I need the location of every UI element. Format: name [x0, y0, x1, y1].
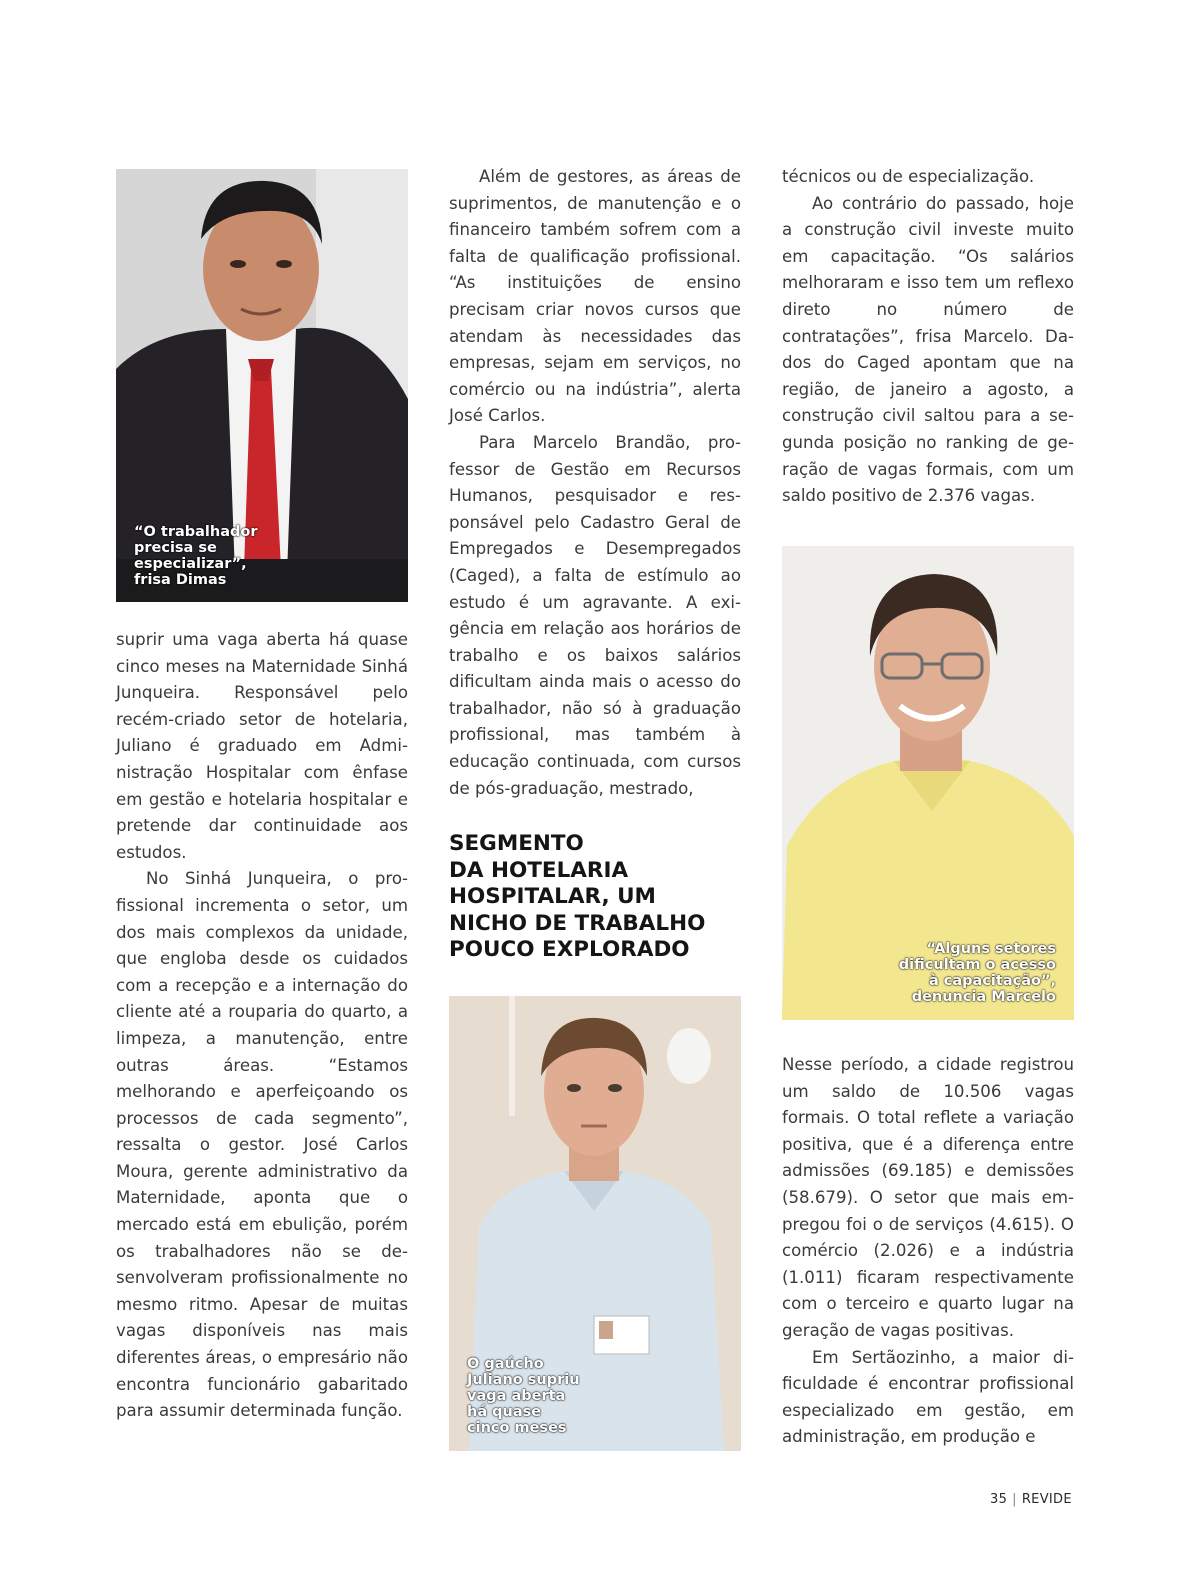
paragraph: suprir uma vaga aberta há quase cinco meses na Maternidade Sinhá Junqueira. Responsável pelo recém-criado setor de hotelaria, Juliano é graduado em Administração Hospitalar com ênfase em gestão e hotelaria hospitalar e pretende dar continuidade aos estudos. — [116, 630, 408, 862]
paragraph: No Sinhá Junqueira, o profissional incrementa o setor, um dos mais complexos da unidade, que engloba desde os cuidados com a recepção e a internação do cliente até a rouparia do quarto, a limpeza, a manutenção, entre outras áreas. “Estamos melhorando e aperfeiçoando os processos de cada segmento”, ressalta o gestor. José Carlos Moura, gerente administrativo da Maternidade, aponta que o mercado está em ebulição, porém os trabalhadores não se desenvolveram profissionalmente no mesmo ritmo. Apesar de muitas vagas disponíveis nas mais diferentes áreas, o empresário não encontra funcionário gabaritado para assumir determinada função. — [116, 869, 408, 1421]
paragraph: técnicos ou de especialização. — [782, 167, 1035, 186]
photo-juliano-caption — [467, 1356, 580, 1436]
text-column-3-top — [782, 164, 1074, 510]
caption-line: cinco meses — [467, 1420, 567, 1436]
caption-line: há quase — [467, 1404, 542, 1420]
magazine-name: REVIDE — [1021, 1492, 1072, 1507]
photo-marcelo — [782, 546, 1074, 1020]
heading-line: POUCO EXPLORADO — [449, 937, 690, 962]
text-column-2 — [449, 164, 741, 802]
photo-dimas-caption — [134, 524, 258, 588]
caption-line: “Alguns setores — [926, 941, 1056, 957]
caption-line: O gaúcho — [467, 1356, 544, 1372]
page-number: 35 — [990, 1492, 1008, 1507]
caption-line: precisa se — [134, 540, 217, 556]
footer-separator: | — [1012, 1492, 1017, 1507]
photo-marcelo-caption — [899, 941, 1056, 1005]
caption-line: “O trabalhador — [134, 524, 258, 540]
heading-line: HOSPITALAR, UM — [449, 884, 656, 909]
caption-line: Juliano supriu — [467, 1372, 580, 1388]
caption-line: à capacitação”, — [928, 973, 1056, 989]
paragraph: Para Marcelo Brandão, professor de Gestão em Recursos Humanos, pesquisador e responsável pelo Cadastro Geral de Empregados e Desempregados (Caged), a falta de estímulo ao estudo é um agravante. A exigência em relação aos horários de trabalho e os baixos salários dificultam ainda mais o acesso do trabalhador, não só à graduação profissional, mas também à educação continuada, com cursos de pós-graduação, mestrado, — [449, 432, 741, 798]
caption-line: denuncia Marcelo — [911, 989, 1056, 1005]
page-footer — [990, 1492, 1072, 1507]
heading-line: NICHO DE TRABALHO — [449, 910, 706, 936]
photo-dimas — [116, 169, 408, 602]
text-column-3-bottom — [782, 1052, 1074, 1451]
section-heading — [449, 831, 749, 964]
caption-line: dificultam o acesso — [898, 957, 1056, 973]
paragraph: Ao contrário do passado, hoje a construção civil investe muito em capacitação. “Os salários melhoraram e isso tem um reflexo direto no número de contratações”, frisa Marcelo. Dados do Caged apontam que na região, de janeiro a agosto, a construção civil saltou para a segunda posição no ranking de geração de vagas formais, com um saldo positivo de 2.376 vagas. — [782, 193, 1074, 506]
photo-juliano — [449, 996, 741, 1451]
paragraph: Nesse período, a cidade registrou um saldo de 10.506 vagas formais. O total reflete a variação positiva, que é a diferença entre admissões (69.185) e demissões (58.679). O setor que mais empregou foi o de serviços (4.615). O comércio (2.026) e a indústria (1.011) ficaram respectivamente com o terceiro e quarto lugar na geração de vagas positivas. — [782, 1055, 1074, 1340]
paragraph: Em Sertãozinho, a maior dificuldade é encontrar profissional especializado em gestão, em administração, em produção e — [782, 1347, 1074, 1447]
caption-line: vaga aberta — [467, 1388, 566, 1404]
heading-line: SEGMENTO — [449, 831, 584, 856]
caption-line: frisa Dimas — [134, 572, 227, 588]
paragraph: Além de gestores, as áreas de suprimentos, de manutenção e o financeiro também sofrem com a falta de qualificação profissional. “As instituições de ensino precisam criar novos cursos que atendam às necessidades das empresas, sejam em serviços, no comércio ou na indústria”, alerta José Carlos. — [449, 167, 741, 426]
heading-line: DA HOTELARIA — [449, 857, 629, 883]
caption-line: especializar”, — [134, 556, 247, 572]
text-column-1 — [116, 627, 408, 1425]
